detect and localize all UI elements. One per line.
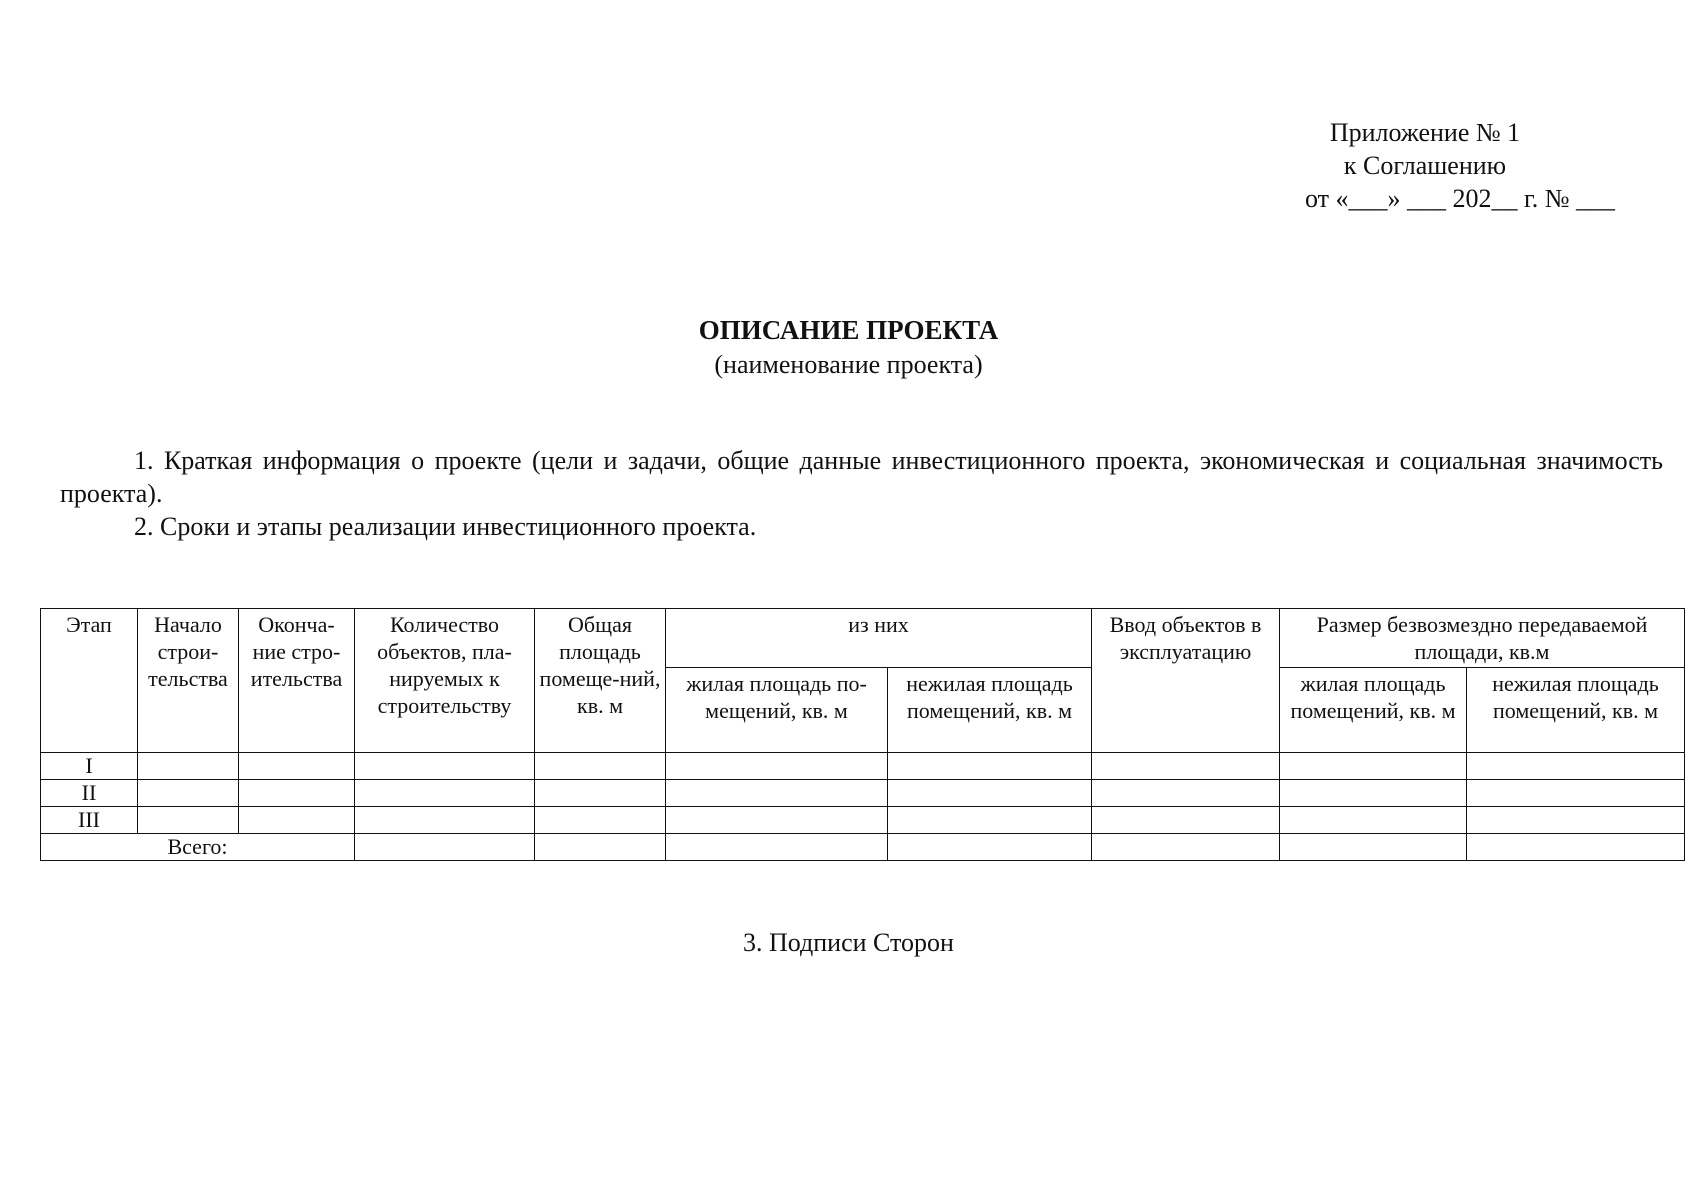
paragraph-stages: 2. Сроки и этапы реализации инвестиционного проекта. (134, 512, 757, 541)
table-cell (1092, 834, 1280, 861)
document-subtitle: (наименование проекта) (714, 350, 983, 379)
header-nonliving-area: нежилая площадь помещений, кв. м (888, 668, 1092, 753)
appendix-header (1235, 116, 1615, 215)
table-cell (1280, 834, 1467, 861)
table-cell (355, 834, 535, 861)
table-row-total (41, 834, 1685, 861)
table-cell (1280, 753, 1467, 780)
header-start: Начало строи-тельства (138, 609, 239, 753)
table-cell (535, 780, 666, 807)
paragraph-brief-info: 1. Краткая информация о проекте (цели и задачи, общие данные инвестиционного проекта, экономическая и социальная значимость проекта). (60, 446, 1663, 508)
table-cell (239, 780, 355, 807)
table-cell (1092, 780, 1280, 807)
header-transfer-nonliving: нежилая площадь помещений, кв. м (1467, 668, 1685, 753)
stages-table (40, 608, 1685, 861)
table-cell (535, 807, 666, 834)
stage-cell: I (41, 753, 138, 780)
header-stage: Этап (41, 609, 138, 753)
table-cell (1092, 807, 1280, 834)
table-cell (666, 780, 888, 807)
body-text (60, 444, 1663, 543)
table-cell (355, 753, 535, 780)
table-cell (888, 780, 1092, 807)
table-cell (239, 807, 355, 834)
header-transfer-area: Размер безвозмездно передаваемой площади, кв.м (1280, 609, 1685, 668)
table-cell (1280, 807, 1467, 834)
header-transfer-living: жилая площадь помещений, кв. м (1280, 668, 1467, 753)
table-cell (535, 753, 666, 780)
stage-cell: II (41, 780, 138, 807)
table-cell (1467, 807, 1685, 834)
table-cell (666, 753, 888, 780)
table-row (41, 807, 1685, 834)
table-cell (666, 834, 888, 861)
table-cell (1280, 780, 1467, 807)
table-cell (535, 834, 666, 861)
total-label: Всего: (41, 834, 355, 861)
table-cell (1092, 753, 1280, 780)
table-cell (138, 753, 239, 780)
title-block (0, 312, 1697, 382)
appendix-number: Приложение № 1 (1329, 118, 1521, 147)
appendix-date-line: от «___» ___ 202__ г. № ___ (1304, 184, 1615, 213)
table-cell (138, 807, 239, 834)
table-cell (888, 807, 1092, 834)
table-cell (1467, 753, 1685, 780)
appendix-agreement: к Соглашению (1343, 151, 1507, 180)
table-row (41, 753, 1685, 780)
header-total-area: Общая площадь помеще-ний, кв. м (535, 609, 666, 753)
header-commissioning: Ввод объектов в эксплуатацию (1092, 609, 1280, 753)
table-cell (666, 807, 888, 834)
table-cell (138, 780, 239, 807)
table-cell (888, 753, 1092, 780)
header-object-count: Количество объектов, пла-нируемых к строительству (355, 609, 535, 753)
table-row (41, 780, 1685, 807)
table-cell (239, 753, 355, 780)
signatures-heading: 3. Подписи Сторон (743, 928, 954, 957)
table-cell (355, 780, 535, 807)
table-cell (355, 807, 535, 834)
header-end: Оконча-ние стро-ительства (239, 609, 355, 753)
header-living-area: жилая площадь по-мещений, кв. м (666, 668, 888, 753)
document-title: ОПИСАНИЕ ПРОЕКТА (698, 315, 999, 345)
header-of-them: из них (666, 609, 1092, 668)
table-cell (888, 834, 1092, 861)
stage-cell: III (41, 807, 138, 834)
table-cell (1467, 780, 1685, 807)
table-cell (1467, 834, 1685, 861)
